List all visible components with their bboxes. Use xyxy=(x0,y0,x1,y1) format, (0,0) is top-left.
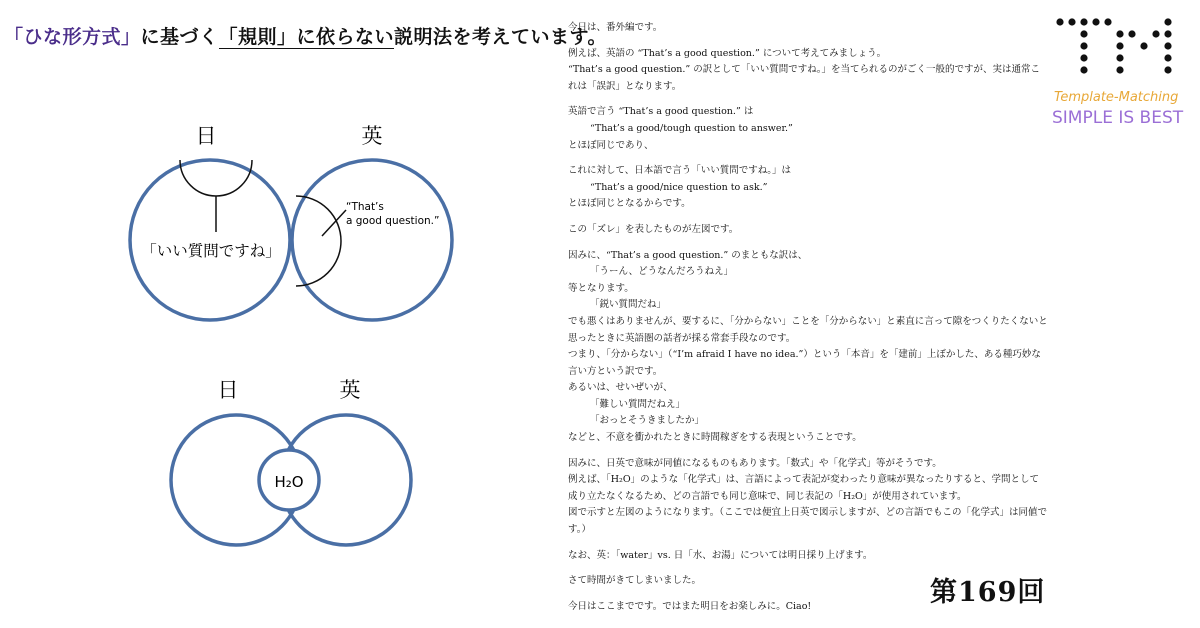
article-paragraph: 等となります。 xyxy=(568,282,634,294)
english-nuance-arc xyxy=(296,196,341,286)
japanese-meaning-circle xyxy=(130,160,290,320)
episode-number: 第169回 xyxy=(930,577,1046,608)
brand-logo xyxy=(1048,14,1198,128)
article-paragraph: “That’s a good/tough question to answer.” xyxy=(590,122,793,134)
article-paragraph: 「難しい質問だねえ」 xyxy=(590,398,686,410)
headline-underlined: 「規則」に依らない xyxy=(218,26,395,48)
headline-mid: に基づく xyxy=(140,26,219,48)
article-paragraph: あるいは、せいぜいが、 xyxy=(568,382,673,394)
article-body xyxy=(568,20,1048,615)
venn-diagram-figure xyxy=(0,0,560,628)
article-paragraph: とほぼ同じであり、 xyxy=(568,139,654,151)
article-paragraph: これに対して、日本語で言う「いい質問ですね。」は xyxy=(568,165,792,177)
h2o-label: H₂O xyxy=(274,473,304,491)
article-paragraph: 英語で言う “That’s a good question.” は xyxy=(568,106,754,118)
headline-rest: 説明法を考えています。 xyxy=(394,26,608,48)
article-paragraph: 因みに、日英で意味が同値になるものもあります。「数式」や「化学式」等がそうです。 xyxy=(568,457,942,469)
article-paragraph: 因みに、“That’s a good question.” のまともな訳は、 xyxy=(568,249,808,261)
english-nuance-pointer xyxy=(322,210,346,236)
top-label-english: 英 xyxy=(361,124,383,148)
article-paragraph: 「鋭い質問だね」 xyxy=(590,299,667,311)
article-paragraph: 「うーん、どうなんだろうねえ」 xyxy=(590,266,734,278)
bottom-label-japan: 日 xyxy=(217,378,239,402)
bottom-label-english: 英 xyxy=(339,378,361,402)
logo-tagline: Template-Matching xyxy=(1054,90,1179,105)
article-paragraph: この「ズレ」を表したものが左図です。 xyxy=(568,223,739,235)
article-paragraph: 今日は、番外編です。 xyxy=(568,22,663,33)
article-paragraph: 例えば、英語の “That’s a good question.” について考えてみましょう。 xyxy=(568,47,887,59)
english-phrase-line2: a good question.” xyxy=(346,215,440,227)
article-paragraph: “That’s a good/nice question to ask.” xyxy=(590,181,768,193)
article-paragraph: 例えば、「H₂O」のような「化学式」は、言語によって表記が変わったり意味が異なったりすると、学問として成り立たなくなるため、どの言語でも同じ意味で、同じ表記の「H₂O」が使用されています。 xyxy=(568,474,1040,502)
english-phrase-line1: “That’s xyxy=(346,201,384,213)
english-meaning-circle xyxy=(292,160,452,320)
logo-slogan: SIMPLE IS BEST xyxy=(1052,108,1184,128)
article-paragraph: とほぼ同じとなるからです。 xyxy=(568,198,691,210)
headline-accent: 「ひな形方式」 xyxy=(4,26,141,48)
article-paragraph: “That’s a good question.” の訳として「いい質問ですね。」を当てられるのがごく一般的ですが、実は通常これは「誤訳」となります。 xyxy=(568,64,1041,92)
article-paragraph: つまり、「分からない」（“I’m afraid I have no idea.”）という「本音」を「建前」上ぼかした、ある種巧妙な言い方という訳です。 xyxy=(568,349,1041,377)
article-paragraph: 今日はここまでです。ではまた明日をお楽しみに。Ciao! xyxy=(568,600,812,612)
article-paragraph: 「おっとそうきましたか」 xyxy=(590,415,705,427)
article-paragraph: でも悪くはありませんが、要するに、「分からない」ことを「分からない」と素直に言って隙をつくりたくないと思ったときに英語圏の話者が採る常套手段なのです。 xyxy=(568,315,1048,344)
article-paragraph: などと、不意を衝かれたときに時間稼ぎをする表現ということです。 xyxy=(568,432,862,444)
article-paragraph: 図で示すと左図のようになります。（ここでは便宜上日英で図示しますが、どの言語でもこの「化学式」は同値です。） xyxy=(568,507,1047,536)
tm-dot-logo-icon xyxy=(1048,14,1178,86)
top-label-japan: 日 xyxy=(195,124,217,148)
article-paragraph: さて時間がきてしまいました。 xyxy=(568,575,702,587)
japanese-phrase: 「いい質問ですね」 xyxy=(141,242,281,260)
article-paragraph: なお、英：「water」vs. 日「水、お湯」については明日採り上げます。 xyxy=(568,549,873,561)
